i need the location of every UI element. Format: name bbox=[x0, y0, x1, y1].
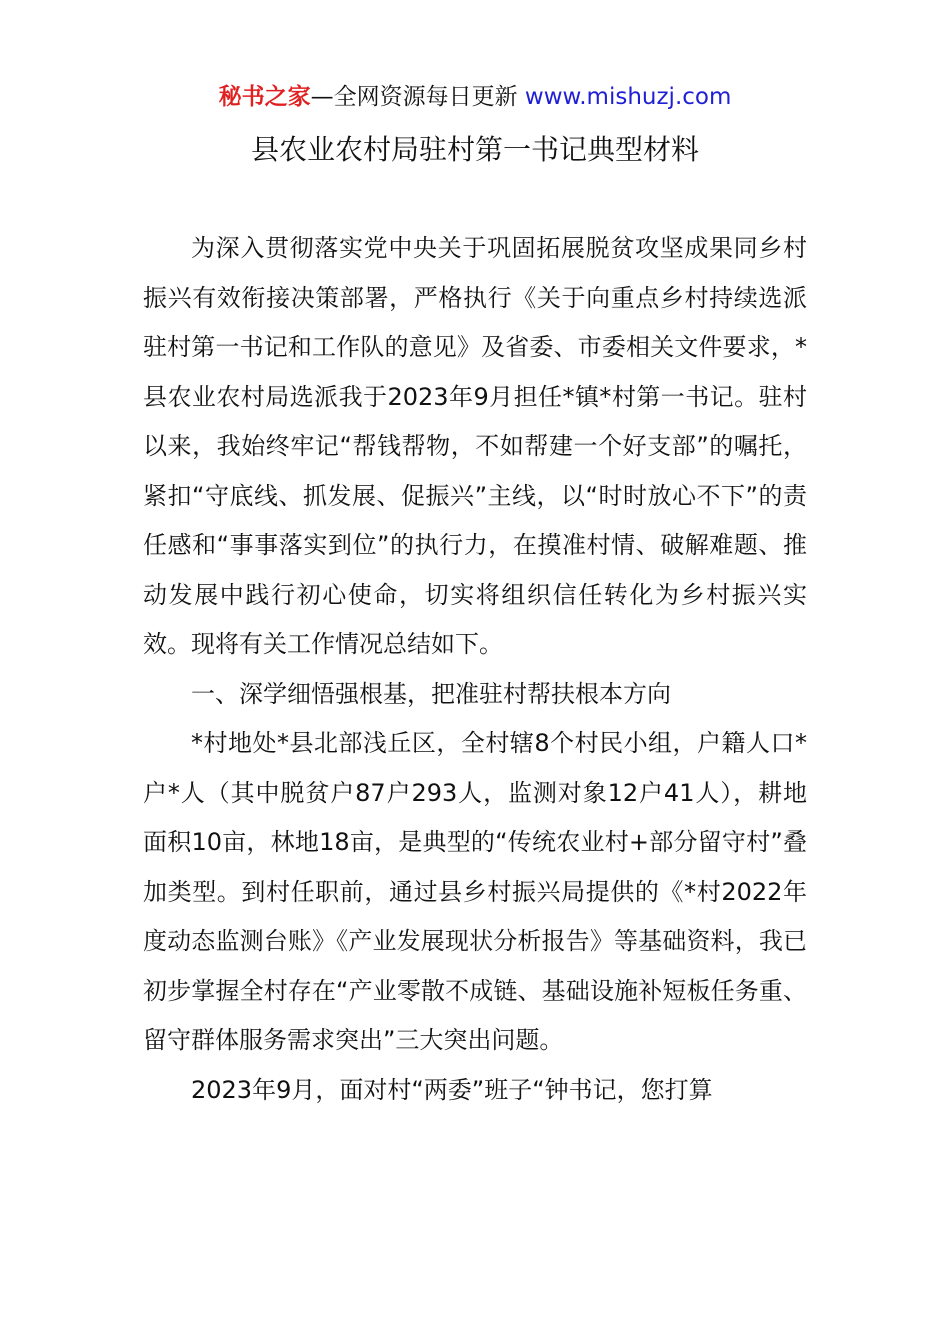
continuation-paragraph: 2023年9月，面对村“两委”班子“钟书记，您打算 bbox=[191, 1075, 713, 1104]
section-heading: 一、深学细悟强根基，把准驻村帮扶根本方向 bbox=[191, 679, 671, 708]
village-overview-paragraph: *村地处*县北部浅丘区，全村辖8个村民小组，户籍人口*户*人（其中脱贫户87户293人，监测对象12户41人），耕地面积10亩，林地18亩，是典型的“传统农业村+部分留守村”叠加类型。到村任职前，通过县乡村振兴局提供的《*村2022年度动态监测台账》《产业发展现状分析报告》等基础资料，我已初步掌握全村存在“产业零散不成链、基础设施补短板任务重、留守群体服务需求突出”三大突出问题。 bbox=[143, 729, 807, 1054]
intro-paragraph: 为深入贯彻落实党中央关于巩固拓展脱贫攻坚成果同乡村振兴有效衔接决策部署，严格执行《关于向重点乡村持续选派驻村第一书记和工作队的意见》及省委、市委相关文件要求，*县农业农村局选派我于2023年9月担任*镇*村第一书记。驻村以来，我始终牢记“帮钱帮物，不如帮建一个好支部”的嘱托，紧扣“守底线、抓发展、促振兴”主线，以“时时放心不下”的责任感和“事事落实到位”的执行力，在摸准村情、破解难题、推动发展中践行初心使命，切实将组织信任转化为乡村振兴实效。现将有关工作情况总结如下。 bbox=[143, 234, 807, 658]
site-url-link[interactable]: www.mishuzj.com bbox=[524, 84, 732, 110]
document-title: 县农业农村局驻村第一书记典型材料 bbox=[250, 133, 699, 166]
site-header bbox=[0, 80, 950, 114]
document-body bbox=[143, 224, 807, 1115]
brand-name: 秘书之家 bbox=[218, 84, 311, 110]
header-slogan: —全网资源每日更新 bbox=[310, 84, 518, 110]
